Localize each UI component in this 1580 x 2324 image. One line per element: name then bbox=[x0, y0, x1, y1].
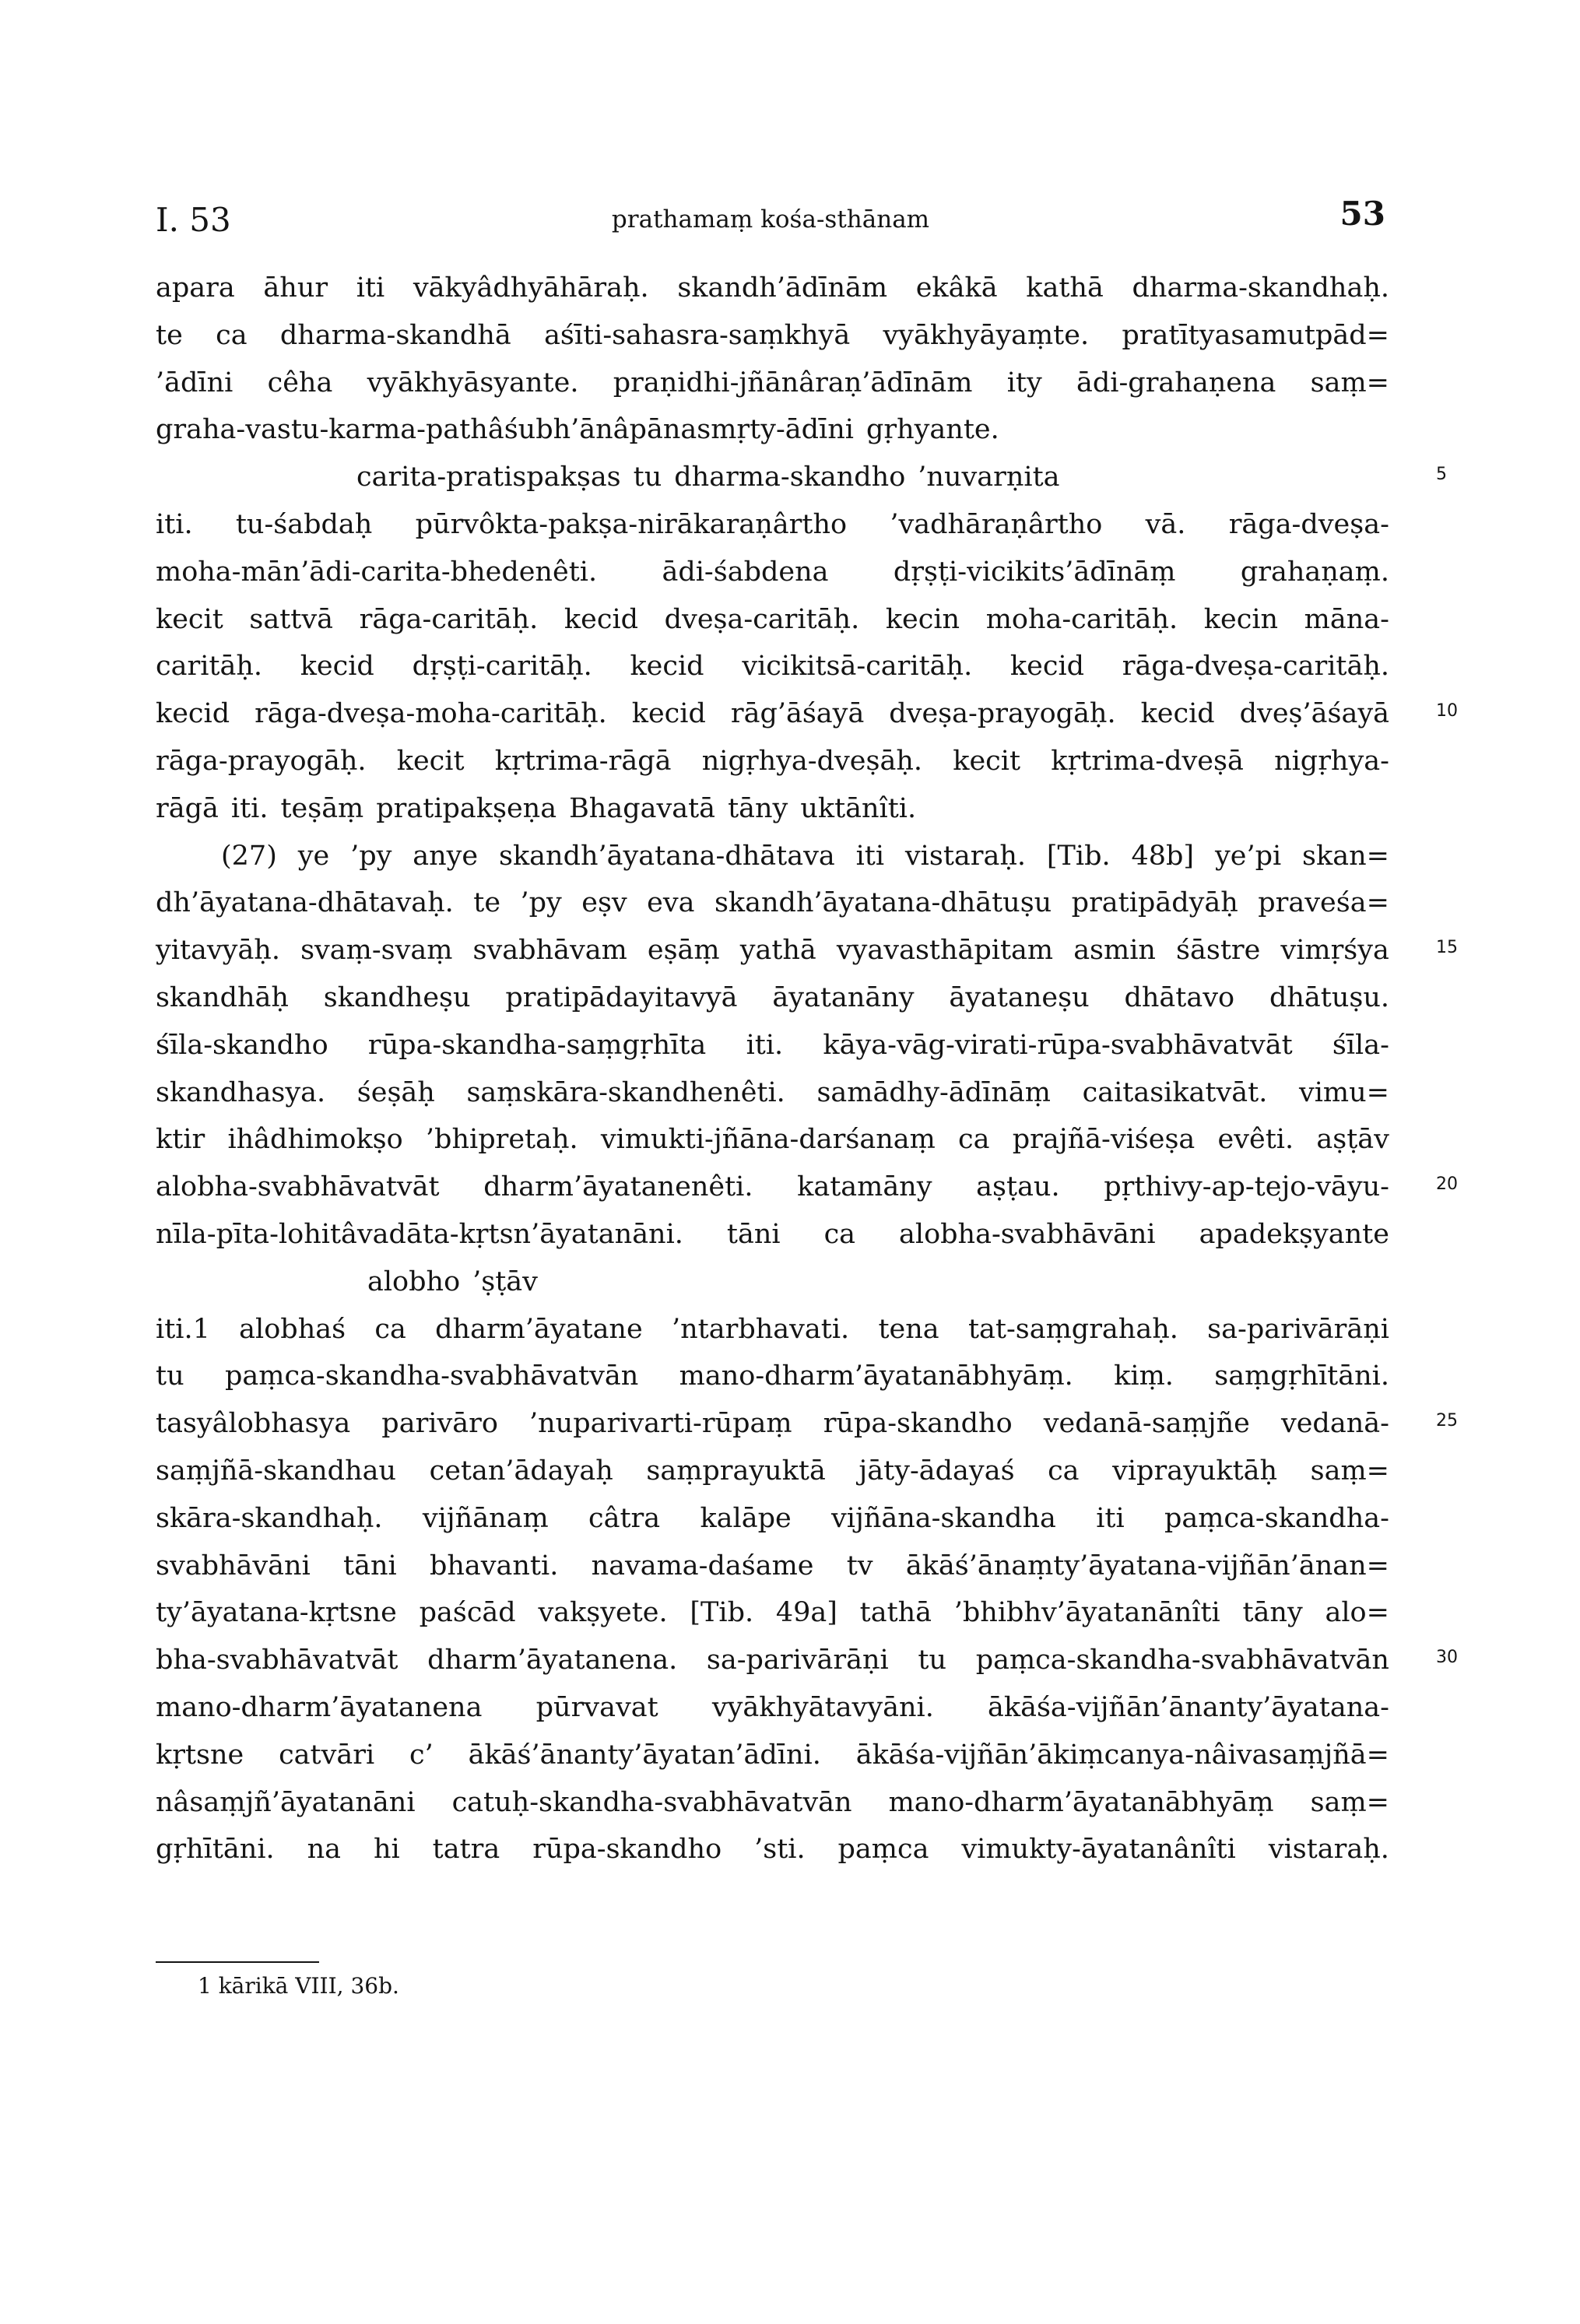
word: pūrvôkta-pakṣa-nirākaraṇârtho bbox=[415, 508, 848, 540]
word: nâsaṃjñ’āyatanāni bbox=[156, 1786, 416, 1818]
word: ādi-śabdena bbox=[662, 556, 829, 588]
word: sa-parivārāṇi bbox=[1207, 1313, 1389, 1345]
word: ’sti. bbox=[754, 1834, 806, 1866]
word: vistaraḥ. bbox=[904, 840, 1027, 872]
text-line bbox=[156, 454, 1389, 501]
word: vedanā-saṃjñe bbox=[1043, 1408, 1250, 1440]
word: ihâdhimokṣo bbox=[227, 1124, 403, 1156]
word: dharm’āyatanenêti. bbox=[483, 1171, 753, 1203]
word: parivāro bbox=[381, 1408, 498, 1440]
word: dhātavo bbox=[1124, 981, 1235, 1013]
word: nigṛhya-dveṣāḥ. bbox=[701, 745, 922, 777]
word: vyavasthāpitam bbox=[836, 935, 1054, 967]
word: te bbox=[473, 887, 501, 919]
word: saṃprayuktā bbox=[646, 1455, 826, 1487]
word: paṃca-skandha-svabhāvatvān bbox=[975, 1645, 1389, 1676]
word: mano-dharm’āyatanena bbox=[156, 1691, 483, 1723]
word: ktir bbox=[156, 1124, 205, 1156]
footnote: 1 kārikā VIII, 36b. bbox=[198, 1973, 399, 1999]
word: ādi-grahaṇena bbox=[1076, 367, 1276, 398]
word: ākāśa-vijñān’ākiṃcanya-nâivasaṃjñā= bbox=[855, 1739, 1389, 1771]
text-line bbox=[156, 927, 1389, 974]
word: catvāri bbox=[279, 1739, 375, 1771]
word: caritāḥ. bbox=[156, 651, 262, 683]
word: ca bbox=[958, 1124, 990, 1156]
text-line bbox=[156, 1306, 1389, 1353]
word: nīla-pīta-lohitâvadāta-kṛtsn’āyatanāni. bbox=[156, 1218, 683, 1250]
word: ’nuvarṇita bbox=[918, 462, 1060, 493]
word: vedanā- bbox=[1280, 1408, 1389, 1440]
word: ca bbox=[823, 1218, 856, 1250]
text-line bbox=[156, 974, 1389, 1022]
word: dṛṣṭi-vicikits’ādīnāṃ bbox=[893, 556, 1176, 588]
word: rāga-prayogāḥ. bbox=[156, 745, 367, 777]
word: rāga-dveṣa- bbox=[1228, 508, 1389, 540]
text-line bbox=[156, 1826, 1389, 1873]
text-line bbox=[156, 596, 1389, 644]
word: kecid bbox=[300, 651, 374, 683]
word: tāni bbox=[726, 1218, 781, 1250]
word: āyataneṣu bbox=[949, 981, 1090, 1013]
word: navama-daśame bbox=[591, 1550, 814, 1582]
word: skandhāḥ bbox=[156, 981, 289, 1013]
word: aśīti-sahasra-saṃkhyā bbox=[544, 319, 851, 351]
word: ca bbox=[374, 1313, 406, 1345]
word: śāstre bbox=[1176, 935, 1261, 967]
text-line bbox=[156, 1022, 1389, 1069]
footnote-rule bbox=[156, 1961, 319, 1963]
word: tv bbox=[846, 1550, 873, 1582]
word: dveṣ’āśayā bbox=[1239, 698, 1389, 730]
text-line bbox=[156, 1732, 1389, 1779]
text-line bbox=[156, 1259, 1389, 1306]
word: yitavyāḥ. bbox=[156, 935, 280, 967]
text-line bbox=[156, 1543, 1389, 1590]
text-line bbox=[156, 643, 1389, 690]
word: vijñāna-skandha bbox=[831, 1502, 1056, 1534]
word: vakṣyete. bbox=[538, 1597, 668, 1629]
word: tat-saṃgrahaḥ. bbox=[967, 1313, 1178, 1345]
word: pṛthivy-ap-tejo-vāyu- bbox=[1104, 1171, 1389, 1203]
word: skāra-skandhaḥ. bbox=[156, 1502, 383, 1534]
word: kalāpe bbox=[700, 1502, 792, 1534]
text-line bbox=[156, 360, 1389, 407]
word: rāga-dveṣa-moha-caritāḥ. bbox=[255, 698, 607, 730]
word: pratipakṣeṇa bbox=[376, 792, 557, 824]
word: skandh’ādīnām bbox=[677, 272, 888, 304]
text-line bbox=[156, 1495, 1389, 1543]
word: alobho bbox=[367, 1266, 461, 1297]
word: pratipādyāḥ bbox=[1071, 887, 1238, 919]
word: aṣṭau. bbox=[976, 1171, 1060, 1203]
word: ākāś’ānanty’āyatan’ādīni. bbox=[468, 1739, 821, 1771]
word: āyatanāny bbox=[772, 981, 915, 1013]
word: rāgā bbox=[156, 792, 219, 824]
text-line bbox=[156, 549, 1389, 596]
word: kecid bbox=[631, 698, 706, 730]
word: dharm’āyatanena. bbox=[427, 1645, 678, 1676]
word: mano-dharm’āyatanābhyāṃ bbox=[888, 1786, 1274, 1818]
word: skandh’āyatana-dhātava bbox=[499, 840, 835, 872]
word: kāya-vāg-virati-rūpa-svabhāvatvāt bbox=[823, 1029, 1293, 1061]
word: vimukti-jñāna-darśanaṃ bbox=[600, 1124, 936, 1156]
word: skandheṣu bbox=[323, 981, 471, 1013]
word: vimu= bbox=[1298, 1076, 1389, 1108]
word: iti. bbox=[746, 1029, 784, 1061]
text-line bbox=[156, 1353, 1389, 1400]
word: pratītyasamutpād= bbox=[1122, 319, 1389, 351]
word: vijñānaṃ bbox=[422, 1502, 549, 1534]
word: sattvā bbox=[249, 603, 334, 635]
word: c’ bbox=[409, 1739, 434, 1771]
word: bhavanti. bbox=[429, 1550, 559, 1582]
word: vyākhyāyaṃte. bbox=[883, 319, 1090, 351]
text-line bbox=[156, 1637, 1389, 1684]
text-line bbox=[156, 406, 1389, 454]
line-number: 30 bbox=[1436, 1648, 1458, 1668]
text-line bbox=[156, 1448, 1389, 1495]
word: tu bbox=[633, 462, 662, 493]
word: vistaraḥ. bbox=[1268, 1834, 1389, 1866]
word: ’ādīni bbox=[156, 367, 233, 398]
word: śīla- bbox=[1332, 1029, 1389, 1061]
word: ’py bbox=[350, 840, 392, 872]
line-number: 25 bbox=[1436, 1411, 1458, 1431]
word: skan= bbox=[1302, 840, 1389, 872]
word: ye’pi bbox=[1214, 840, 1282, 872]
word: prajñā-viśeṣa bbox=[1012, 1124, 1196, 1156]
word: vicikitsā-caritāḥ. bbox=[742, 651, 973, 683]
word: rāg’āśayā bbox=[730, 698, 865, 730]
word: skandh’āyatana-dhātuṣu bbox=[714, 887, 1052, 919]
text-line bbox=[156, 312, 1389, 360]
word: te bbox=[156, 319, 183, 351]
word: tasyâlobhasya bbox=[156, 1408, 351, 1440]
word: kecit bbox=[953, 745, 1021, 777]
word: rāga-dveṣa-caritāḥ. bbox=[1122, 651, 1389, 683]
word: ākāśa-vijñān’ānanty’āyatana- bbox=[988, 1691, 1389, 1723]
word: kṛtrima-dveṣā bbox=[1051, 745, 1244, 777]
word: tu bbox=[918, 1645, 947, 1676]
line-number: 15 bbox=[1436, 938, 1458, 958]
word: dveṣa-prayogāḥ. bbox=[889, 698, 1116, 730]
text-line bbox=[156, 1069, 1389, 1117]
word: śeṣāḥ bbox=[356, 1076, 435, 1108]
word: kṛtsne bbox=[156, 1739, 244, 1771]
text-line bbox=[156, 1589, 1389, 1637]
word: apadekṣyante bbox=[1199, 1218, 1389, 1250]
word: rūpa-skandho bbox=[823, 1408, 1013, 1440]
word: ’ntarbhavati. bbox=[672, 1313, 850, 1345]
word: ekâkā bbox=[915, 272, 998, 304]
word: alobhaś bbox=[239, 1313, 346, 1345]
word: 49a] bbox=[775, 1597, 837, 1629]
word: mano-dharm’āyatanābhyāṃ. bbox=[679, 1360, 1073, 1392]
word: yathā bbox=[739, 935, 816, 967]
word: [Tib. bbox=[690, 1597, 754, 1629]
text-line bbox=[156, 1779, 1389, 1827]
word: dharma-skandhaḥ. bbox=[1132, 272, 1389, 304]
word: nigṛhya- bbox=[1274, 745, 1389, 777]
word: tu bbox=[156, 1360, 184, 1392]
main-text bbox=[156, 265, 1458, 1873]
text-line bbox=[156, 1211, 1389, 1259]
word: iti. bbox=[230, 792, 269, 824]
word: saṃ= bbox=[1310, 1455, 1389, 1487]
word: alobha-svabhāvāni bbox=[899, 1218, 1156, 1250]
word: gṛhītāni. bbox=[156, 1834, 275, 1866]
word: dharm’āyatane bbox=[435, 1313, 643, 1345]
page-number: 53 bbox=[1339, 195, 1385, 233]
word: Bhagavatā bbox=[569, 792, 716, 824]
word: saṃjñā-skandhau bbox=[156, 1455, 397, 1487]
word: māna- bbox=[1304, 603, 1389, 635]
word: grahaṇaṃ. bbox=[1240, 556, 1389, 588]
word: śīla-skandho bbox=[156, 1029, 328, 1061]
word: iti bbox=[855, 840, 885, 872]
word: paṃca-skandha- bbox=[1164, 1502, 1389, 1534]
word: praveśa= bbox=[1258, 887, 1389, 919]
line-number: 10 bbox=[1436, 701, 1458, 721]
word: svabhāvam bbox=[472, 935, 627, 967]
word: katamāny bbox=[797, 1171, 932, 1203]
word: moha-caritāḥ. bbox=[985, 603, 1178, 635]
text-line bbox=[156, 1116, 1389, 1164]
word: saṃskāra-skandhenêti. bbox=[466, 1076, 785, 1108]
word: kiṃ. bbox=[1114, 1360, 1174, 1392]
text-line bbox=[156, 738, 1389, 785]
word: na bbox=[307, 1834, 342, 1866]
word: svaṃ-svaṃ bbox=[300, 935, 453, 967]
word: (27) bbox=[221, 840, 277, 872]
word: eṣāṃ bbox=[647, 935, 720, 967]
word: apara bbox=[156, 272, 235, 304]
word: tāni bbox=[343, 1550, 397, 1582]
word: iti bbox=[356, 272, 385, 304]
word: ca bbox=[216, 319, 248, 351]
word: ākāś’ānaṃty’āyatana-vijñān’ānan= bbox=[905, 1550, 1389, 1582]
page-header bbox=[156, 195, 1385, 241]
word: kecit bbox=[396, 745, 465, 777]
word: [Tib. bbox=[1046, 840, 1111, 872]
word: ’py bbox=[520, 887, 562, 919]
text-line bbox=[156, 785, 1389, 833]
line-number: 20 bbox=[1436, 1174, 1458, 1195]
word: ’ṣṭāv bbox=[472, 1266, 538, 1297]
section-reference: I. 53 bbox=[156, 201, 231, 239]
word: bha-svabhāvatvāt bbox=[156, 1645, 399, 1676]
word: ca bbox=[1048, 1455, 1080, 1487]
word: rūpa-skandho bbox=[532, 1834, 722, 1866]
word: sa-parivārāṇi bbox=[706, 1645, 889, 1676]
word: saṃ= bbox=[1310, 1786, 1389, 1818]
word: cetan’ādayaḥ bbox=[429, 1455, 613, 1487]
word: pūrvavat bbox=[535, 1691, 658, 1723]
text-line bbox=[156, 501, 1389, 549]
word: kecit bbox=[156, 603, 223, 635]
word: eṣv bbox=[581, 887, 627, 919]
line-number: 5 bbox=[1436, 465, 1447, 485]
word: samādhy-ādīnāṃ bbox=[816, 1076, 1051, 1108]
word: asmin bbox=[1073, 935, 1156, 967]
word: kecid bbox=[630, 651, 704, 683]
word: tathā bbox=[859, 1597, 932, 1629]
word: ye bbox=[297, 840, 330, 872]
word: vyākhyāsyante. bbox=[367, 367, 579, 398]
word: paṃca bbox=[837, 1834, 929, 1866]
word: ’vadhāraṇârtho bbox=[890, 508, 1103, 540]
word: vimṛśya bbox=[1280, 935, 1389, 967]
word: tāny bbox=[728, 792, 788, 824]
word: paścād bbox=[419, 1597, 516, 1629]
word: dveṣa-caritāḥ. bbox=[664, 603, 860, 635]
text-line bbox=[156, 1684, 1389, 1732]
word: pratipādayitavyā bbox=[505, 981, 738, 1013]
word: iti. bbox=[156, 508, 193, 540]
text-line bbox=[156, 265, 1389, 312]
word: carita-pratispakṣas bbox=[356, 462, 621, 493]
word: teṣāṃ bbox=[280, 792, 364, 824]
word: kecin bbox=[1203, 603, 1279, 635]
word: svabhāvāni bbox=[156, 1550, 311, 1582]
word: catuḥ-skandha-svabhāvatvān bbox=[451, 1786, 852, 1818]
text-line bbox=[156, 1164, 1389, 1211]
word: kecid bbox=[1140, 698, 1215, 730]
word: vyākhyātavyāni. bbox=[711, 1691, 934, 1723]
word: dhātuṣu. bbox=[1269, 981, 1389, 1013]
word: iti bbox=[1096, 1502, 1125, 1534]
running-title: prathamaṃ kośa-sthānam bbox=[611, 205, 930, 233]
word: alobha-svabhāvatvāt bbox=[156, 1171, 440, 1203]
word: alo= bbox=[1325, 1597, 1389, 1629]
word: eva bbox=[647, 887, 695, 919]
text-line bbox=[156, 690, 1389, 738]
word: kecin bbox=[885, 603, 960, 635]
word: cêha bbox=[267, 367, 333, 398]
word: evêti. bbox=[1217, 1124, 1294, 1156]
word: paṃca-skandha-svabhāvatvān bbox=[225, 1360, 639, 1392]
word: ’bhipretaḥ. bbox=[425, 1124, 578, 1156]
word: dharma-skandhā bbox=[279, 319, 511, 351]
word: rāga-caritāḥ. bbox=[359, 603, 539, 635]
word: aṣṭāv bbox=[1316, 1124, 1389, 1156]
word: 48b] bbox=[1131, 840, 1195, 872]
word: tu-śabdaḥ bbox=[235, 508, 373, 540]
text-line bbox=[156, 1400, 1389, 1448]
word: ity bbox=[1006, 367, 1042, 398]
word: kṛtrima-rāgā bbox=[494, 745, 672, 777]
word: viprayuktāḥ bbox=[1112, 1455, 1278, 1487]
word: uktānîti. bbox=[800, 792, 917, 824]
word: tatra bbox=[432, 1834, 500, 1866]
word: kecid bbox=[156, 698, 230, 730]
word: vākyâdhyāhāraḥ. bbox=[413, 272, 649, 304]
word: saṃgṛhītāni. bbox=[1214, 1360, 1389, 1392]
word: skandhasya. bbox=[156, 1076, 326, 1108]
word: rūpa-skandha-saṃgṛhīta bbox=[367, 1029, 707, 1061]
word: saṃ= bbox=[1310, 367, 1389, 398]
word: āhur bbox=[263, 272, 328, 304]
word: vimukty-āyatanânîti bbox=[961, 1834, 1236, 1866]
word: moha-mān’ādi-carita-bhedenêti. bbox=[156, 556, 598, 588]
word: vā. bbox=[1145, 508, 1186, 540]
word: praṇidhi-jñānâraṇ’ādīnām bbox=[613, 367, 973, 398]
word: tāny bbox=[1242, 1597, 1303, 1629]
word: anye bbox=[413, 840, 479, 872]
word: ’nuparivarti-rūpaṃ bbox=[529, 1408, 792, 1440]
word: hi bbox=[373, 1834, 400, 1866]
word: dh’āyatana-dhātavaḥ. bbox=[156, 887, 454, 919]
word: jāty-ādayaś bbox=[858, 1455, 1015, 1487]
word: câtra bbox=[588, 1502, 661, 1534]
word: ty’āyatana-kṛtsne bbox=[156, 1597, 397, 1629]
word: graha-vastu-karma-pathâśubh’ānâpānasmṛty-ādīni bbox=[156, 414, 854, 446]
text-line bbox=[156, 879, 1389, 927]
word: tena bbox=[878, 1313, 939, 1345]
word: iti.1 bbox=[156, 1313, 210, 1345]
word: kecid bbox=[564, 603, 639, 635]
word: dṛṣṭi-caritāḥ. bbox=[412, 651, 592, 683]
word: kecid bbox=[1009, 651, 1085, 683]
word: gṛhyante. bbox=[865, 414, 999, 446]
word: dharma-skandho bbox=[674, 462, 906, 493]
word: ’bhibhv’āyatanānîti bbox=[953, 1597, 1220, 1629]
text-line bbox=[156, 833, 1389, 880]
word: kathā bbox=[1026, 272, 1104, 304]
word: caitasikatvāt. bbox=[1082, 1076, 1268, 1108]
